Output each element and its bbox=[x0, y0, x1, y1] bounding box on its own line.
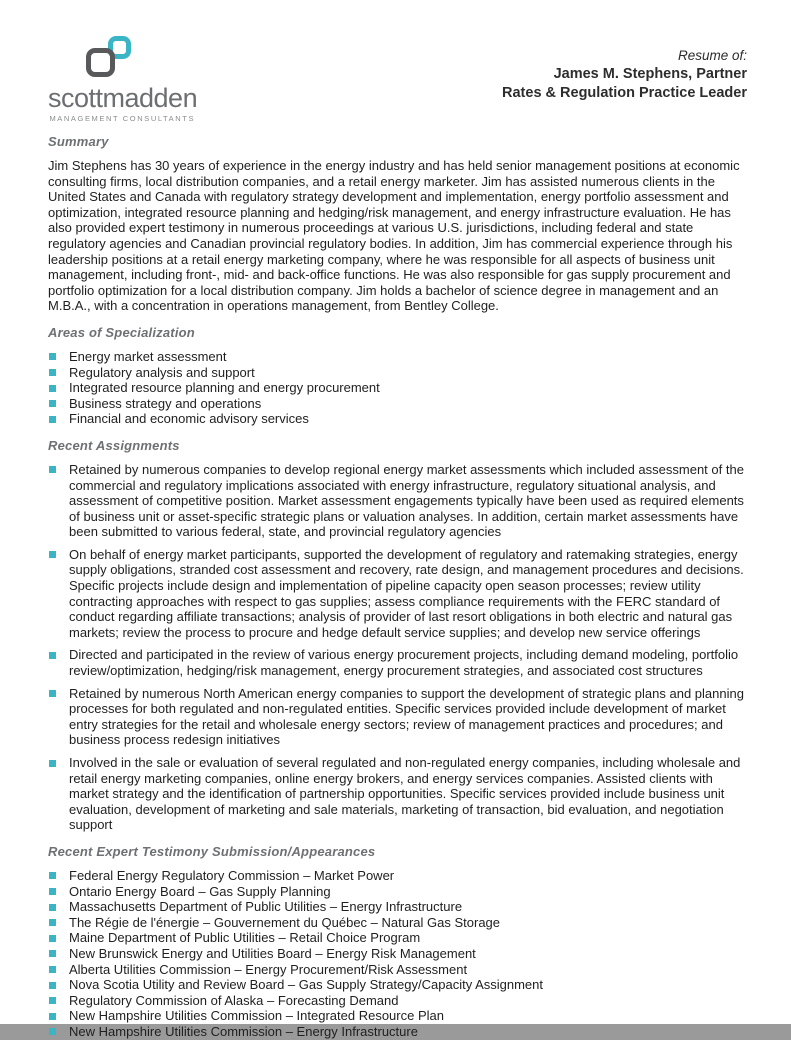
list-item: Energy market assessment bbox=[48, 349, 747, 365]
list-item: Alberta Utilities Commission – Energy Procurement/Risk Assessment bbox=[48, 962, 747, 978]
list-item: Regulatory analysis and support bbox=[48, 365, 747, 381]
list-item: The Régie de l'énergie – Gouvernement du Québec – Natural Gas Storage bbox=[48, 915, 747, 931]
areas-list bbox=[48, 349, 747, 427]
list-item: Federal Energy Regulatory Commission – Market Power bbox=[48, 868, 747, 884]
summary-heading: Summary bbox=[48, 134, 109, 149]
list-item: Directed and participated in the review of various energy procurement projects, including demand modeling, portfolio review/optimization, hedging/risk management, energy procurement strategies, and associated cost structures bbox=[48, 647, 747, 678]
page-header bbox=[48, 36, 747, 123]
list-item: Retained by numerous companies to develop regional energy market assessments which included assessment of the commercial and regulatory implications associated with energy infrastructure, regulatory situational analysis, and assessment of competitive position. Market assessment engagements typically have been used as required elements of business unit or asset-specific strategic plans or valuation analyses. In addition, certain market assessments have been submitted to various federal, state, and provincial regulatory agencies bbox=[48, 462, 747, 540]
person-title: Rates & Regulation Practice Leader bbox=[502, 85, 747, 101]
person-name: James M. Stephens, Partner bbox=[553, 66, 747, 82]
list-item: Maine Department of Public Utilities – Retail Choice Program bbox=[48, 930, 747, 946]
resume-of-label: Resume of: bbox=[677, 48, 747, 63]
list-item: Retained by numerous North American energy companies to support the development of strategic plans and planning processes for both regulated and non-regulated entities. Specific services provided include development of market entry strategies for the retail and wholesale energy sectors; review of management practices and procedures; and business process redesign initiatives bbox=[48, 686, 747, 748]
list-item: Integrated resource planning and energy procurement bbox=[48, 380, 747, 396]
scottmadden-logo-icon bbox=[84, 36, 144, 82]
list-item: Nova Scotia Utility and Review Board – Gas Supply Strategy/Capacity Assignment bbox=[48, 977, 747, 993]
section-areas-of-specialization bbox=[48, 325, 747, 427]
testimony-heading: Recent Expert Testimony Submission/Appearances bbox=[48, 843, 376, 859]
list-item: On behalf of energy market participants, supported the development of regulatory and ratemaking strategies, energy supply obligations, stranded cost assessment and recovery, rate design, and management procedures and decisions. Specific projects include design and implementation of pipeline capacity open season processes; review utility contracting approaches with respect to gas supplies; assess compliance requirements with the FERC standard of conduct regarding affiliate transactions; analysis of provider of last resort obligations in both electric and natural gas markets; review the process to procure and hedge default service supplies; and develop new service offerings bbox=[48, 547, 747, 641]
scottmadden-logo bbox=[48, 36, 197, 123]
section-recent-assignments bbox=[48, 438, 747, 833]
section-summary bbox=[48, 134, 747, 314]
list-item: New Brunswick Energy and Utilities Board – Energy Risk Management bbox=[48, 946, 747, 962]
section-expert-testimony bbox=[48, 844, 747, 1040]
list-item: Involved in the sale or evaluation of several regulated and non-regulated energy companies, including wholesale and retail energy marketing companies, online energy brokers, and energy services companies. Assisted clients with market strategy and the identification of partnership opportunities. Specific services provided include business unit evaluation, development of marketing and sale materials, marketing of transaction, bid evaluation, and negotiation support bbox=[48, 755, 747, 833]
list-item: New Hampshire Utilities Commission – Integrated Resource Plan bbox=[48, 1008, 747, 1024]
list-item: Massachusetts Department of Public Utilities – Energy Infrastructure bbox=[48, 899, 747, 915]
logo-wordmark: scottmadden bbox=[48, 83, 198, 113]
list-item: New Hampshire Utilities Commission – Energy Infrastructure bbox=[48, 1024, 747, 1040]
list-item: Financial and economic advisory services bbox=[48, 411, 747, 427]
assignments-heading: Recent Assignments bbox=[48, 437, 180, 453]
areas-heading: Areas of Specialization bbox=[48, 324, 195, 340]
list-item: Regulatory Commission of Alaska – Forecasting Demand bbox=[48, 993, 747, 1009]
resume-title-block bbox=[502, 36, 747, 103]
list-item: Business strategy and operations bbox=[48, 396, 747, 412]
logo-gray-square-icon bbox=[86, 48, 115, 77]
testimony-list bbox=[48, 868, 747, 1040]
assignments-list bbox=[48, 462, 747, 833]
logo-tagline: MANAGEMENT CONSULTANTS bbox=[49, 114, 196, 123]
summary-paragraph: Jim Stephens has 30 years of experience in the energy industry and has held senior management positions at economic consulting firms, local distribution companies, and a retail energy marketer. Jim has assisted numerous clients in the United States and Canada with regulatory strategy development and implementation, energy portfolio assessment and optimization, integrated resource planning and hedging/risk management, and energy infrastructure evaluation. He has also provided expert testimony in numerous proceedings at various U.S. jurisdictions, including federal and state regulatory agencies and Canadian provincial regulatory bodies. In addition, Jim has commercial experience through his leadership positions at a retail energy marketing company, where he was responsible for all aspects of business unit management, including front-, mid- and back-office functions. He was also responsible for gas supply procurement and portfolio optimization for a local distribution company. Jim holds a bachelor of science degree in management and an M.B.A., with a concentration in operations management, from Bentley College. bbox=[48, 158, 740, 314]
list-item: Ontario Energy Board – Gas Supply Planning bbox=[48, 884, 747, 900]
